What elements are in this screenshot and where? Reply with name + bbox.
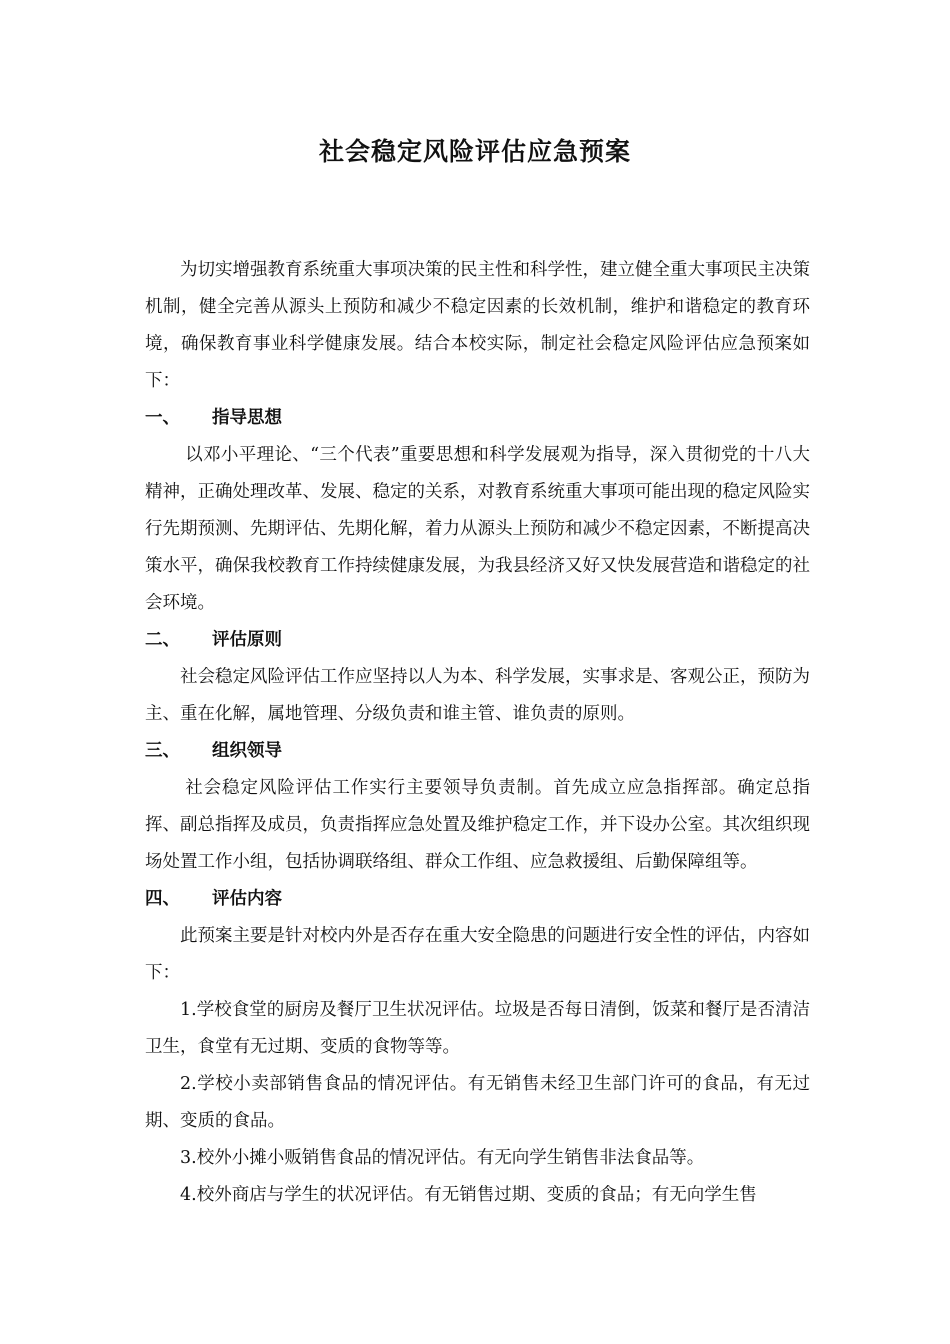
- section-paragraph-2: 社会稳定风险评估工作应坚持以人为本、科学发展，实事求是、客观公正，预防为主、重在化解，属地管理、分级负责和谁主管、谁负责的原则。: [145, 667, 810, 724]
- section-title: 组织领导: [212, 741, 282, 761]
- list-item: 2.学校小卖部销售食品的情况评估。有无销售未经卫生部门许可的食品，有无过期、变质的食品。: [145, 1074, 810, 1131]
- section-number: 三、: [145, 741, 180, 761]
- list-item: 3.校外小摊小贩销售食品的情况评估。有无向学生销售非法食品等。: [180, 1148, 705, 1168]
- section-title: 指导思想: [212, 408, 282, 428]
- section-paragraph-1: 以邓小平理论、“三个代表”重要思想和科学发展观为指导，深入贯彻党的十八大精神，正确处理改革、发展、稳定的关系，对教育系统重大事项可能出现的稳定风险实行先期预测、先期评估、先期化解，着力从源头上预防和减少不稳定因素，不断提高决策水平，确保我校教育工作持续健康发展，为我县经济又好又快发展营造和谐稳定的社会环境。: [145, 445, 810, 613]
- section-paragraph-4: 此预案主要是针对校内外是否存在重大安全隐患的问题进行安全性的评估，内容如下：: [145, 926, 810, 983]
- section-heading-1: [145, 400, 810, 437]
- section-title: 评估内容: [212, 889, 282, 909]
- section-number: 二、: [145, 630, 180, 650]
- section-number: 一、: [145, 408, 180, 428]
- document-title: 社会稳定风险评估应急预案: [318, 137, 631, 166]
- intro-paragraph: 为切实增强教育系统重大事项决策的民主性和科学性，建立健全重大事项民主决策机制，健全完善从源头上预防和减少不稳定因素的长效机制，维护和谐稳定的教育环境，确保教育事业科学健康发展。结合本校实际，制定社会稳定风险评估应急预案如下：: [145, 260, 810, 391]
- section-heading-2: [145, 622, 810, 659]
- section-heading-3: [145, 733, 810, 770]
- section-heading-4: [145, 881, 810, 918]
- section-number: 四、: [145, 889, 180, 909]
- section-title: 评估原则: [212, 630, 282, 650]
- list-item: 1.学校食堂的厨房及餐厅卫生状况评估。垃圾是否每日清倒，饭菜和餐厅是否清洁卫生，食堂有无过期、变质的食物等等。: [145, 1000, 810, 1057]
- list-item: 4.校外商店与学生的状况评估。有无销售过期、变质的食品；有无向学生售: [180, 1185, 757, 1205]
- document-body: [145, 252, 810, 1214]
- section-paragraph-3: 社会稳定风险评估工作实行主要领导负责制。首先成立应急指挥部。确定总指挥、副总指挥及成员，负责指挥应急处置及维护稳定工作，并下设办公室。其次组织现场处置工作小组，包括协调联络组、群众工作组、应急救援组、后勤保障组等。: [145, 778, 810, 872]
